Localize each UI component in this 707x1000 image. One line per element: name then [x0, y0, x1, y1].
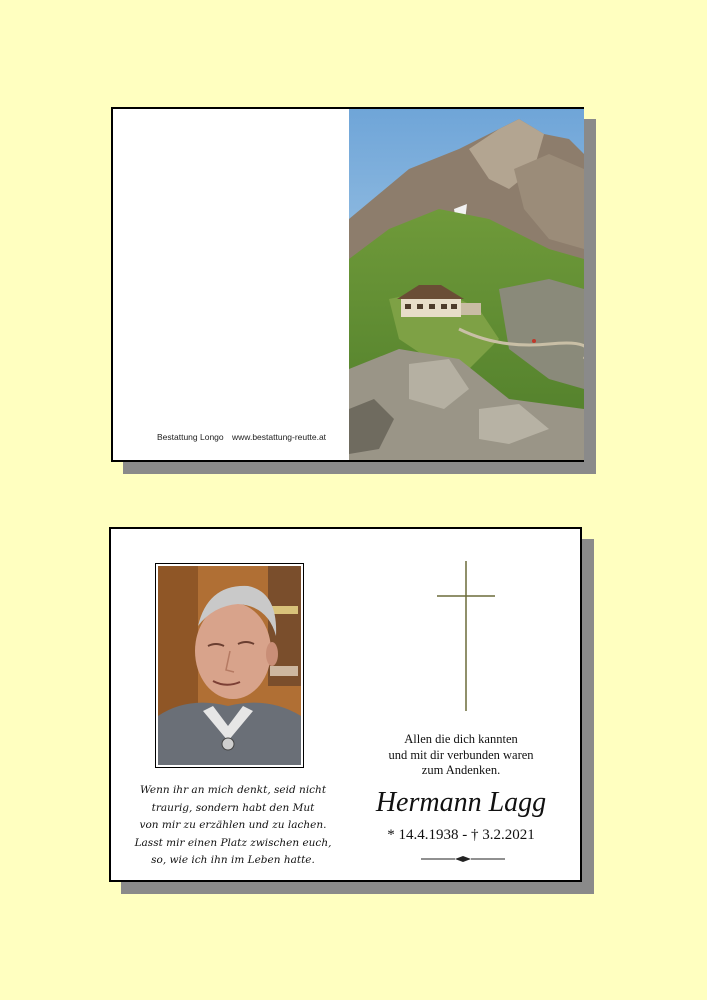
deceased-name: Hermann Lagg — [375, 787, 547, 818]
life-dates: * 14.4.1938 - † 3.2.2021 — [387, 827, 535, 843]
memorial-line: Allen die dich kannten — [404, 732, 518, 746]
memorial-line: zum Andenken. — [421, 763, 501, 777]
portrait-photo — [155, 563, 304, 768]
quote-line: Wenn ihr an mich denkt, seid nicht — [139, 784, 327, 796]
memorial-line: und mit dir verbunden waren — [388, 747, 534, 762]
quote-line: von mir zu erzählen und zu lachen. — [139, 819, 327, 831]
funeral-home-footer — [157, 432, 326, 442]
front-card — [111, 107, 584, 462]
cross-icon — [437, 561, 495, 711]
funeral-home-website: www.bestattung-reutte.at — [232, 432, 327, 442]
quote-line: Lasst mir einen Platz zwischen euch, — [134, 836, 332, 849]
memorial-text — [361, 732, 561, 779]
mountain-landscape-image — [349, 109, 584, 460]
quote-text — [133, 782, 333, 870]
quote-line: traurig, sondern habt den Mut — [151, 801, 315, 814]
quote-line: so, wie ich ihn im Leben hatte. — [151, 854, 315, 866]
ornament-divider-icon — [421, 855, 505, 863]
inside-card — [109, 527, 582, 882]
funeral-home-name: Bestattung Longo — [157, 432, 224, 442]
